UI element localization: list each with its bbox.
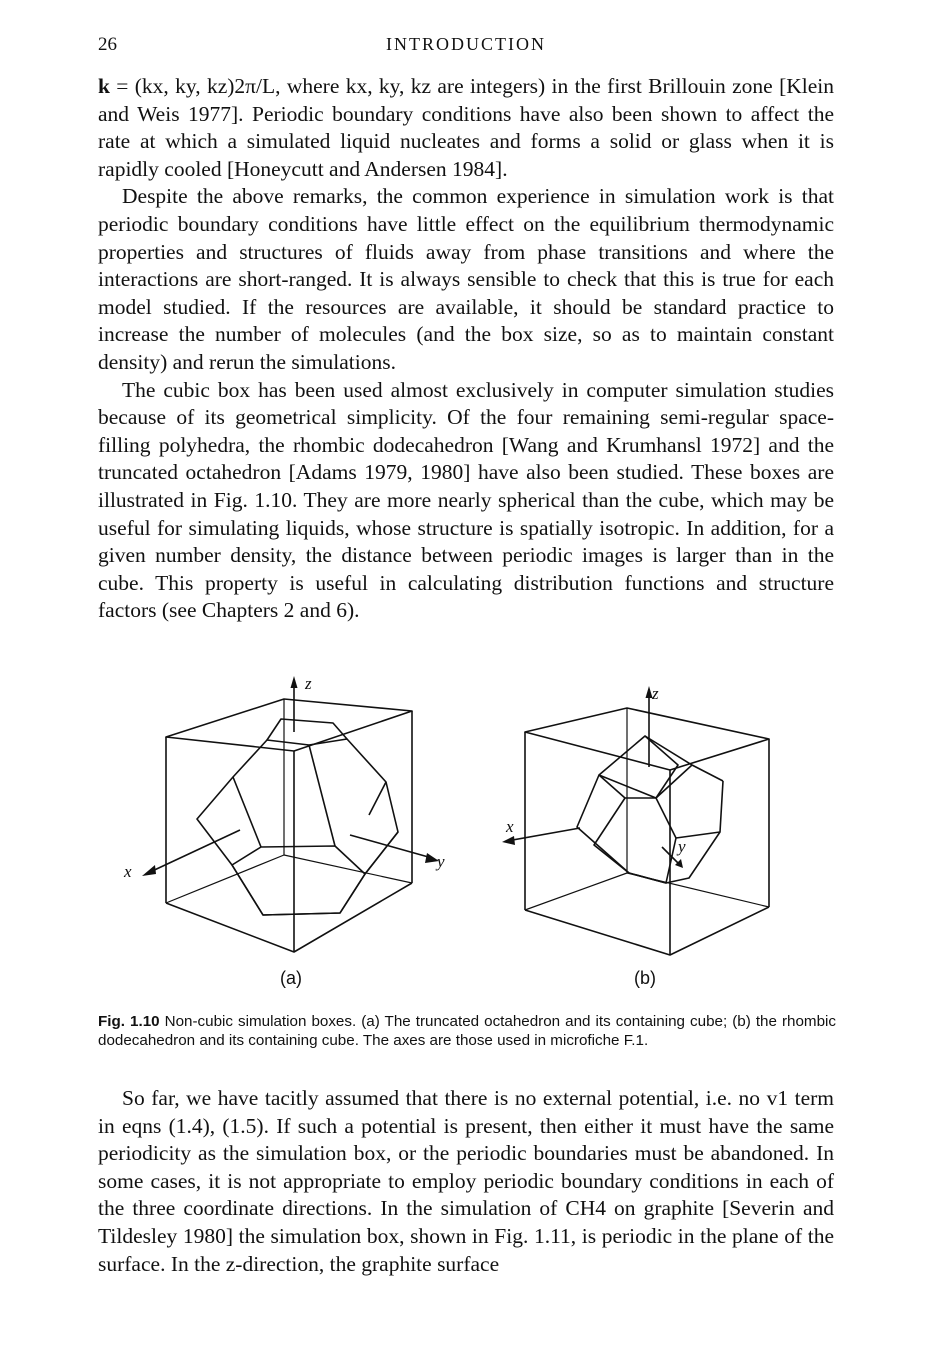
panel-b-x-label: x <box>506 817 514 836</box>
body-text-bottom <box>98 1085 834 1278</box>
page-header <box>98 34 834 60</box>
rhombic-dodecahedron <box>577 736 723 883</box>
panel-a-y-label: y <box>437 852 445 871</box>
figure-drawing <box>100 670 840 1000</box>
caption-text: Non-cubic simulation boxes. (a) The truncated octahedron and its containing cube; (b) the rhombic dodecahedron and its containing cube. The axes are those used in microfiche F.1. <box>98 1013 836 1049</box>
page-number: 26 <box>98 34 117 55</box>
paragraph-1-text: = (kx, ky, kz)2π/L, where kx, ky, kz are integers) in the first Brillouin zone [Klein and Weis 1977]. Periodic boundary conditions have also been shown to affect the rate at which a simulated liquid nucleates and forms a solid or glass when it is rapidly cooled [Honeycutt and Andersen 1984]. <box>98 74 834 181</box>
panel-a-label: (a) <box>280 968 302 988</box>
running-head: INTRODUCTION <box>386 34 546 54</box>
figure-1-10 <box>100 670 840 1000</box>
paragraph-3: The cubic box has been used almost exclusively in computer simulation studies because of its geometrical simplicity. Of the four remaining semi-regular space-filling polyhedra, the rhombic dodecahedron [Wang and Krumhansl 1972] and the truncated octahedron [Adams 1979, 1980] have also been studied. These boxes are illustrated in Fig. 1.10. They are more nearly spherical than the cube, which may be useful for simulating liquids, whose structure is spatially isotropic. In addition, for a given number density, the distance between periodic images is larger than in the cube. This property is useful in calculating distribution functions and structure factors (see Chapters 2 and 6). <box>98 377 834 623</box>
paragraph-1 <box>98 73 834 183</box>
panel-b-y-label: y <box>678 837 686 856</box>
panel-a-z-label: z <box>305 674 312 693</box>
panel-b-z-label: z <box>652 684 659 703</box>
paragraph-4: So far, we have tacitly assumed that there is no external potential, i.e. no v1 term in eqns (1.4), (1.5). If such a potential is present, then either it must have the same periodicity as the simulation box, or the periodic boundaries must be abandoned. In some cases, it is not appropriate to employ periodic boundary conditions in each of the three coordinate directions. In the simulation of CH4 on graphite [Severin and Tildesley 1980] the simulation box, shown in Fig. 1.11, is periodic in the plane of the surface. In the z-direction, the graphite surface <box>98 1086 834 1276</box>
paragraph-2: Despite the above remarks, the common experience in simulation work is that periodic boundary conditions have little effect on the equilibrium thermodynamic properties and structures of fluids away from phase transitions and where the interactions are short-ranged. It is always sensible to check that this is true for each model studied. If the resources are available, it should be standard practice to increase the number of molecules (and the box size, so as to maintain constant density) and rerun the simulations. <box>98 184 834 374</box>
panel-a-hidden-edges <box>166 699 412 903</box>
panel-b-label: (b) <box>634 968 656 988</box>
caption-label: Fig. 1.10 <box>98 1013 160 1030</box>
truncated-octahedron <box>197 719 398 915</box>
panel-a-x-label: x <box>124 862 132 881</box>
body-text-top <box>98 73 834 625</box>
wavevector-symbol: k <box>98 74 110 98</box>
figure-caption <box>98 1012 836 1050</box>
